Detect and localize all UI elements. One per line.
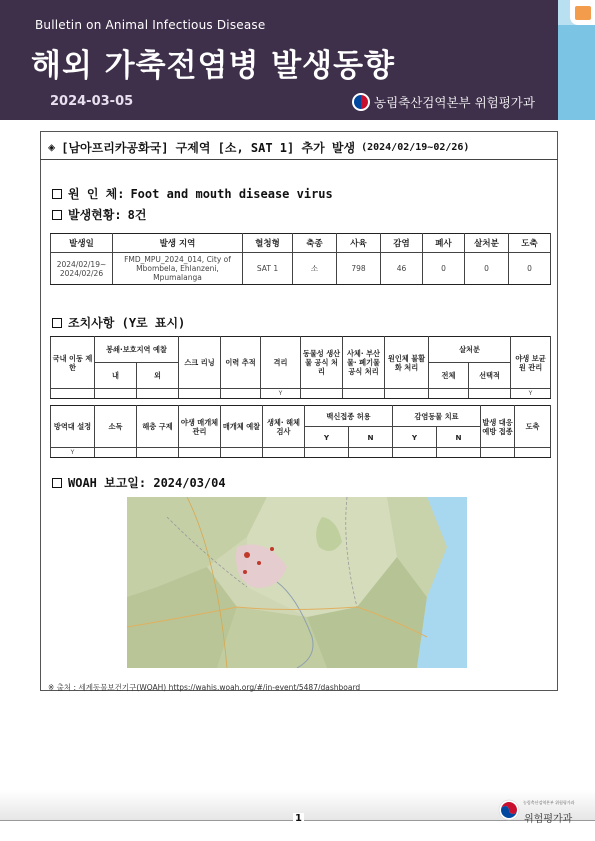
table-cell	[263, 448, 305, 458]
table-cell	[429, 389, 469, 399]
checkbox-icon	[52, 318, 62, 328]
table-header-cell: 폐사	[423, 234, 465, 253]
status-value: 8건	[127, 208, 147, 222]
measures-table-2	[50, 405, 551, 458]
outbreak-map-image	[127, 497, 467, 668]
table-header-cell: 발생일	[51, 234, 113, 253]
table-header-cell: 방역대 설정	[51, 406, 95, 448]
status-label: 발생현황:	[68, 208, 122, 222]
bulletin-english-title: Bulletin on Animal Infectious Disease	[35, 18, 266, 32]
table-header-cell: 살처분	[465, 234, 509, 253]
table-header-cell: 원인체 불활화 처리	[385, 337, 429, 389]
issue-date: 2024-03-05	[50, 94, 134, 109]
source-note: ※ 출처 : 세계동물보건기구(WOAH) https://wahis.woah.org/#/in-event/5487/dashboard	[48, 683, 361, 692]
table-cell	[51, 389, 95, 399]
occurrence-serotype: SAT 1	[243, 253, 293, 285]
header-org	[352, 93, 535, 111]
section-title	[40, 135, 558, 160]
header-accent-blue	[558, 25, 595, 120]
table-header-cell: 동물성 생산물 공식 처리	[301, 337, 343, 389]
table-header-cell: 발생 지역	[113, 234, 243, 253]
footer-org: 농림축산검역본부 위험평가과	[523, 800, 575, 805]
table-cell	[179, 448, 221, 458]
table-cell	[349, 448, 393, 458]
quarantine-value: Y	[261, 389, 301, 399]
measures-line	[52, 314, 185, 331]
table-cell	[179, 389, 221, 399]
table-cell	[469, 389, 511, 399]
occurrence-species: 소	[293, 253, 337, 285]
table-header-cell: 소독	[95, 406, 137, 448]
cause-value: Foot and mouth disease virus	[130, 186, 333, 201]
table-header-cell: 선택적	[469, 363, 511, 389]
table-header-cell: 발생 대응 예방 접종	[481, 406, 515, 448]
table-header-cell: 내	[95, 363, 137, 389]
wild-value: Y	[511, 389, 551, 399]
footer-department: 위험평가과	[524, 814, 573, 825]
page-title: 해외 가축전염병 발생동향	[31, 48, 395, 84]
table-header-row	[51, 406, 551, 427]
table-row	[51, 389, 551, 399]
table-cell	[515, 448, 551, 458]
table-cell	[95, 389, 137, 399]
table-cell	[95, 448, 137, 458]
table-header-cell: 국내 이동 제한	[51, 337, 95, 389]
table-header-cell: 감염동물 치료	[393, 406, 481, 427]
table-header-cell: 도축	[515, 406, 551, 448]
table-cell	[481, 448, 515, 458]
cause-label: 원 인 체:	[68, 187, 125, 201]
table-header-row	[51, 234, 551, 253]
occurrence-table	[50, 233, 551, 285]
table-header-cell: 살처분	[429, 337, 511, 363]
occurrence-raised: 798	[337, 253, 381, 285]
table-cell	[385, 389, 429, 399]
table-header-cell: 축종	[293, 234, 337, 253]
government-emblem-icon	[352, 93, 370, 111]
table-header-row	[51, 337, 551, 363]
checkbox-icon	[52, 478, 62, 488]
diamond-icon: ◈	[48, 140, 56, 154]
table-header-cell: 사체· 부산물· 폐기물 공식 처리	[343, 337, 385, 389]
table-header-cell: 백신접종 허용	[305, 406, 393, 427]
table-header-cell: 혈청형	[243, 234, 293, 253]
table-cell	[137, 448, 179, 458]
table-row	[51, 448, 551, 458]
org-name: 농림축산검역본부 위험평가과	[374, 95, 535, 110]
table-cell	[137, 389, 179, 399]
checkbox-icon	[52, 210, 62, 220]
occurrence-date: 2024/02/19~ 2024/02/26	[51, 253, 113, 285]
table-header-cell: 매개체 예찰	[221, 406, 263, 448]
table-header-cell: 스크 리닝	[179, 337, 221, 389]
checkbox-icon	[52, 189, 62, 199]
status-line	[52, 206, 146, 223]
table-header-cell: 야생 보균원 관리	[511, 337, 551, 389]
section-dates: (2024/02/19~02/26)	[361, 141, 470, 153]
occurrence-slaughtered: 0	[509, 253, 551, 285]
table-header-cell: 도축	[509, 234, 551, 253]
table-header-cell: 야생 매개체 관리	[179, 406, 221, 448]
table-header-cell: 외	[137, 363, 179, 389]
table-header-cell: N	[437, 427, 481, 448]
table-cell	[343, 389, 385, 399]
table-cell	[393, 448, 437, 458]
zoning-value: Y	[51, 448, 95, 458]
woah-label: WOAH 보고일: 2024/03/04	[68, 476, 226, 490]
table-header-cell: 격리	[261, 337, 301, 389]
table-cell	[221, 389, 261, 399]
table-header-cell: 해충 구제	[137, 406, 179, 448]
table-row	[51, 253, 551, 285]
table-header-cell: 전체	[429, 363, 469, 389]
table-header-cell: 생체· 해체 검사	[263, 406, 305, 448]
table-header-cell: N	[349, 427, 393, 448]
occurrence-culled: 0	[465, 253, 509, 285]
table-header-cell: Y	[393, 427, 437, 448]
woah-line	[52, 474, 226, 491]
table-header-cell: 이력 추적	[221, 337, 261, 389]
occurrence-infected: 46	[381, 253, 423, 285]
table-header-cell: Y	[305, 427, 349, 448]
table-header-cell: 봉쇄·보호지역 예찰	[95, 337, 179, 363]
measures-label: 조치사항 (Y로 표시)	[68, 316, 186, 330]
header-corner-mark	[575, 6, 591, 20]
table-header-cell: 감염	[381, 234, 423, 253]
cause-line	[52, 185, 333, 202]
section-title-text: [남아프리카공화국] 구제역 [소, SAT 1] 추가 발생	[61, 140, 356, 155]
occurrence-region: FMD_MPU_2024_014, City of Mbombela, Ehlanzeni, Mpumalanga	[113, 253, 243, 285]
table-cell	[221, 448, 263, 458]
table-cell	[305, 448, 349, 458]
table-cell	[301, 389, 343, 399]
occurrence-dead: 0	[423, 253, 465, 285]
table-header-cell: 사육	[337, 234, 381, 253]
measures-table-1	[50, 336, 551, 399]
page-number: 1	[295, 813, 302, 824]
government-emblem-icon	[498, 799, 520, 821]
map-graphic	[127, 497, 467, 668]
table-cell	[437, 448, 481, 458]
